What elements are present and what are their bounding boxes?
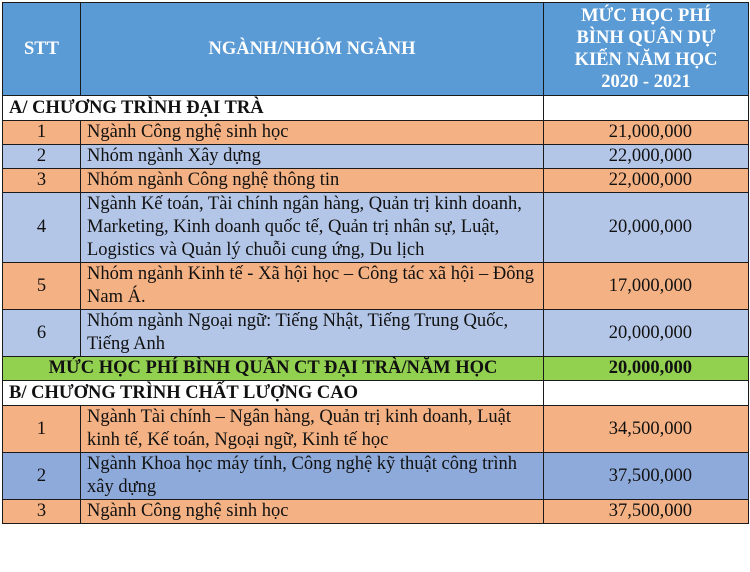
row-fee: 22,000,000: [544, 169, 749, 193]
section-a-row: [3, 96, 749, 121]
header-fee: [544, 3, 749, 96]
section-a-empty: [544, 96, 749, 121]
row-program: Nhóm ngành Ngoại ngữ: Tiếng Nhật, Tiếng Trung Quốc, Tiếng Anh: [81, 310, 544, 357]
row-fee: 37,500,000: [544, 453, 749, 500]
section-b-row: [3, 381, 749, 406]
table-row: [3, 121, 749, 145]
table-row: [3, 263, 749, 310]
table-row: [3, 145, 749, 169]
table-row: [3, 310, 749, 357]
section-b-title: B/ CHƯƠNG TRÌNH CHẤT LƯỢNG CAO: [3, 381, 544, 406]
row-program: Ngành Công nghệ sinh học: [81, 121, 544, 145]
row-stt: 4: [3, 193, 81, 263]
row-stt: 3: [3, 169, 81, 193]
row-stt: 3: [3, 500, 81, 524]
row-fee: 21,000,000: [544, 121, 749, 145]
header-fee-line: 2020 - 2021: [601, 72, 691, 92]
row-fee: 17,000,000: [544, 263, 749, 310]
row-stt: 2: [3, 453, 81, 500]
table-row: [3, 193, 749, 263]
row-fee: 20,000,000: [544, 193, 749, 263]
row-fee: 34,500,000: [544, 406, 749, 453]
header-fee-line: MỨC HỌC PHÍ: [581, 6, 711, 26]
total-row: [3, 357, 749, 381]
table-row: [3, 500, 749, 524]
table-row: [3, 406, 749, 453]
header-stt: STT: [3, 3, 81, 96]
row-program: Ngành Khoa học máy tính, Công nghệ kỹ thuật công trình xây dựng: [81, 453, 544, 500]
table-row: [3, 453, 749, 500]
total-label: MỨC HỌC PHÍ BÌNH QUÂN CT ĐẠI TRÀ/NĂM HỌC: [3, 357, 544, 381]
tuition-fee-table: [2, 2, 749, 524]
row-program: Nhóm ngành Xây dựng: [81, 145, 544, 169]
row-stt: 1: [3, 406, 81, 453]
header-fee-line: BÌNH QUÂN DỰ: [576, 28, 716, 48]
total-fee: 20,000,000: [544, 357, 749, 381]
row-program: Ngành Công nghệ sinh học: [81, 500, 544, 524]
row-program: Nhóm ngành Kinh tế - Xã hội học – Công tác xã hội – Đông Nam Á.: [81, 263, 544, 310]
row-stt: 5: [3, 263, 81, 310]
section-b-empty: [544, 381, 749, 406]
row-stt: 2: [3, 145, 81, 169]
row-stt: 1: [3, 121, 81, 145]
row-stt: 6: [3, 310, 81, 357]
row-program: Ngành Tài chính – Ngân hàng, Quản trị kinh doanh, Luật kinh tế, Kế toán, Ngoại ngữ, Kinh tế học: [81, 406, 544, 453]
header-row: [3, 3, 749, 96]
header-fee-line: KIẾN NĂM HỌC: [574, 50, 718, 70]
row-fee: 37,500,000: [544, 500, 749, 524]
row-fee: 22,000,000: [544, 145, 749, 169]
table-row: [3, 169, 749, 193]
row-program: Nhóm ngành Công nghệ thông tin: [81, 169, 544, 193]
row-fee: 20,000,000: [544, 310, 749, 357]
row-program: Ngành Kế toán, Tài chính ngân hàng, Quản trị kinh doanh, Marketing, Kinh doanh quốc tế, Quản trị nhân sự, Luật, Logistics và Quản lý chuỗi cung ứng, Du lịch: [81, 193, 544, 263]
section-a-title: A/ CHƯƠNG TRÌNH ĐẠI TRÀ: [3, 96, 544, 121]
header-program: NGÀNH/NHÓM NGÀNH: [81, 3, 544, 96]
